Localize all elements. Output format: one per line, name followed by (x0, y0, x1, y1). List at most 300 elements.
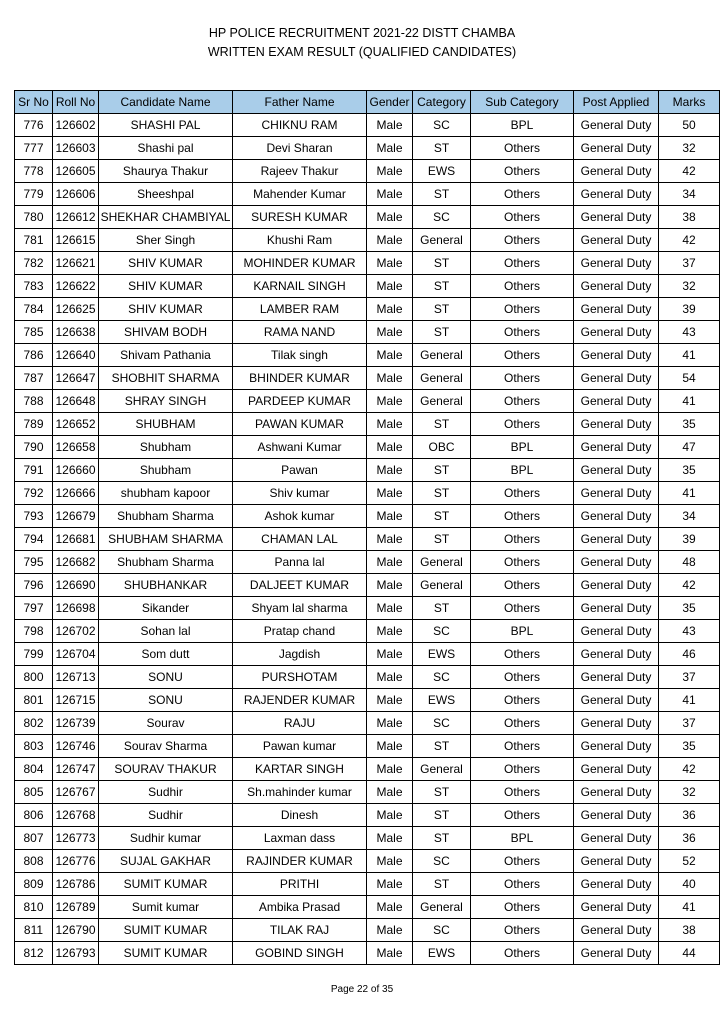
cell-roll-no: 126640 (53, 344, 99, 367)
cell-roll-no: 126702 (53, 620, 99, 643)
cell-father-name: Ashwani Kumar (233, 436, 367, 459)
table-body (15, 114, 720, 965)
column-header-candidate-name: Candidate Name (99, 91, 233, 114)
table-row (15, 666, 720, 689)
cell-marks: 32 (659, 137, 720, 160)
cell-post-applied: General Duty (574, 137, 659, 160)
table-row (15, 574, 720, 597)
cell-father-name: PRITHI (233, 873, 367, 896)
cell-father-name: Rajeev Thakur (233, 160, 367, 183)
cell-category: ST (413, 183, 471, 206)
cell-father-name: DALJEET KUMAR (233, 574, 367, 597)
cell-sr-no: 803 (15, 735, 53, 758)
cell-post-applied: General Duty (574, 321, 659, 344)
cell-roll-no: 126690 (53, 574, 99, 597)
cell-sub-category: Others (471, 505, 574, 528)
cell-father-name: PARDEEP KUMAR (233, 390, 367, 413)
cell-roll-no: 126652 (53, 413, 99, 436)
column-header-category: Category (413, 91, 471, 114)
table-row (15, 689, 720, 712)
cell-sr-no: 779 (15, 183, 53, 206)
cell-post-applied: General Duty (574, 229, 659, 252)
cell-post-applied: General Duty (574, 712, 659, 735)
cell-marks: 41 (659, 689, 720, 712)
cell-candidate-name: Sohan lal (99, 620, 233, 643)
table-row (15, 919, 720, 942)
cell-marks: 52 (659, 850, 720, 873)
cell-sr-no: 777 (15, 137, 53, 160)
cell-roll-no: 126679 (53, 505, 99, 528)
table-row (15, 298, 720, 321)
cell-sub-category: Others (471, 344, 574, 367)
cell-gender: Male (367, 298, 413, 321)
cell-post-applied: General Duty (574, 620, 659, 643)
cell-sub-category: BPL (471, 827, 574, 850)
table-row (15, 459, 720, 482)
cell-sub-category: Others (471, 137, 574, 160)
table-row (15, 781, 720, 804)
cell-roll-no: 126615 (53, 229, 99, 252)
cell-gender: Male (367, 597, 413, 620)
cell-roll-no: 126647 (53, 367, 99, 390)
cell-marks: 43 (659, 620, 720, 643)
cell-roll-no: 126658 (53, 436, 99, 459)
cell-category: ST (413, 137, 471, 160)
cell-sub-category: Others (471, 758, 574, 781)
cell-gender: Male (367, 459, 413, 482)
cell-marks: 41 (659, 390, 720, 413)
cell-post-applied: General Duty (574, 459, 659, 482)
cell-sr-no: 807 (15, 827, 53, 850)
cell-marks: 37 (659, 252, 720, 275)
cell-sr-no: 786 (15, 344, 53, 367)
cell-marks: 41 (659, 482, 720, 505)
cell-marks: 44 (659, 942, 720, 965)
cell-candidate-name: Sumit kumar (99, 896, 233, 919)
cell-roll-no: 126713 (53, 666, 99, 689)
cell-gender: Male (367, 528, 413, 551)
cell-roll-no: 126767 (53, 781, 99, 804)
cell-roll-no: 126605 (53, 160, 99, 183)
cell-post-applied: General Duty (574, 804, 659, 827)
cell-category: General (413, 758, 471, 781)
cell-roll-no: 126622 (53, 275, 99, 298)
cell-gender: Male (367, 804, 413, 827)
cell-marks: 39 (659, 298, 720, 321)
cell-candidate-name: SHUBHAM (99, 413, 233, 436)
cell-sr-no: 812 (15, 942, 53, 965)
cell-father-name: Panna lal (233, 551, 367, 574)
cell-marks: 40 (659, 873, 720, 896)
cell-candidate-name: SHRAY SINGH (99, 390, 233, 413)
cell-candidate-name: Sudhir (99, 804, 233, 827)
cell-gender: Male (367, 436, 413, 459)
cell-marks: 34 (659, 183, 720, 206)
cell-roll-no: 126789 (53, 896, 99, 919)
cell-marks: 46 (659, 643, 720, 666)
cell-marks: 37 (659, 712, 720, 735)
cell-gender: Male (367, 850, 413, 873)
table-row (15, 436, 720, 459)
cell-father-name: KARTAR SINGH (233, 758, 367, 781)
cell-sr-no: 793 (15, 505, 53, 528)
cell-gender: Male (367, 620, 413, 643)
cell-category: ST (413, 827, 471, 850)
cell-post-applied: General Duty (574, 827, 659, 850)
table-row (15, 620, 720, 643)
table-row (15, 804, 720, 827)
cell-post-applied: General Duty (574, 275, 659, 298)
cell-sub-category: Others (471, 896, 574, 919)
cell-marks: 42 (659, 229, 720, 252)
cell-roll-no: 126666 (53, 482, 99, 505)
table-row (15, 114, 720, 137)
cell-category: ST (413, 413, 471, 436)
cell-sub-category: Others (471, 252, 574, 275)
cell-post-applied: General Duty (574, 551, 659, 574)
table-row (15, 321, 720, 344)
cell-father-name: Shiv kumar (233, 482, 367, 505)
table-row (15, 275, 720, 298)
cell-post-applied: General Duty (574, 528, 659, 551)
cell-candidate-name: SHEKHAR CHAMBIYAL (99, 206, 233, 229)
cell-father-name: CHAMAN LAL (233, 528, 367, 551)
cell-post-applied: General Duty (574, 666, 659, 689)
cell-sr-no: 797 (15, 597, 53, 620)
cell-candidate-name: SHIV KUMAR (99, 298, 233, 321)
cell-category: SC (413, 850, 471, 873)
cell-father-name: RAMA NAND (233, 321, 367, 344)
cell-post-applied: General Duty (574, 298, 659, 321)
cell-post-applied: General Duty (574, 160, 659, 183)
cell-sub-category: BPL (471, 620, 574, 643)
cell-sub-category: Others (471, 206, 574, 229)
table-row (15, 758, 720, 781)
cell-father-name: Shyam lal sharma (233, 597, 367, 620)
cell-marks: 47 (659, 436, 720, 459)
table-row (15, 551, 720, 574)
cell-sr-no: 809 (15, 873, 53, 896)
cell-category: General (413, 344, 471, 367)
cell-sub-category: Others (471, 390, 574, 413)
cell-sub-category: Others (471, 781, 574, 804)
cell-candidate-name: Sourav Sharma (99, 735, 233, 758)
cell-father-name: Khushi Ram (233, 229, 367, 252)
cell-sub-category: Others (471, 413, 574, 436)
cell-candidate-name: SOURAV THAKUR (99, 758, 233, 781)
cell-marks: 41 (659, 896, 720, 919)
cell-father-name: Pratap chand (233, 620, 367, 643)
cell-sr-no: 788 (15, 390, 53, 413)
cell-marks: 41 (659, 344, 720, 367)
cell-father-name: Jagdish (233, 643, 367, 666)
cell-marks: 50 (659, 114, 720, 137)
cell-sub-category: Others (471, 229, 574, 252)
cell-candidate-name: Shashi pal (99, 137, 233, 160)
table-header-row (15, 91, 720, 114)
cell-candidate-name: SUJAL GAKHAR (99, 850, 233, 873)
cell-candidate-name: Sheeshpal (99, 183, 233, 206)
cell-post-applied: General Duty (574, 206, 659, 229)
table-row (15, 850, 720, 873)
cell-gender: Male (367, 321, 413, 344)
cell-marks: 42 (659, 160, 720, 183)
cell-gender: Male (367, 275, 413, 298)
cell-roll-no: 126606 (53, 183, 99, 206)
cell-gender: Male (367, 942, 413, 965)
cell-gender: Male (367, 252, 413, 275)
cell-marks: 42 (659, 574, 720, 597)
cell-gender: Male (367, 160, 413, 183)
cell-candidate-name: SHIVAM BODH (99, 321, 233, 344)
cell-marks: 35 (659, 597, 720, 620)
cell-sr-no: 800 (15, 666, 53, 689)
page-title: HP POLICE RECRUITMENT 2021-22 DISTT CHAMBA (208, 26, 516, 40)
cell-sub-category: Others (471, 275, 574, 298)
cell-post-applied: General Duty (574, 597, 659, 620)
cell-father-name: KARNAIL SINGH (233, 275, 367, 298)
cell-category: OBC (413, 436, 471, 459)
cell-category: EWS (413, 160, 471, 183)
cell-gender: Male (367, 551, 413, 574)
cell-father-name: Tilak singh (233, 344, 367, 367)
cell-roll-no: 126625 (53, 298, 99, 321)
column-header-roll-no: Roll No (53, 91, 99, 114)
cell-post-applied: General Duty (574, 919, 659, 942)
cell-post-applied: General Duty (574, 390, 659, 413)
cell-marks: 36 (659, 827, 720, 850)
cell-sub-category: Others (471, 919, 574, 942)
cell-category: ST (413, 459, 471, 482)
cell-category: SC (413, 666, 471, 689)
cell-sr-no: 798 (15, 620, 53, 643)
cell-category: General (413, 390, 471, 413)
cell-father-name: Ashok kumar (233, 505, 367, 528)
cell-marks: 35 (659, 459, 720, 482)
table-row (15, 390, 720, 413)
cell-father-name: RAJU (233, 712, 367, 735)
cell-roll-no: 126776 (53, 850, 99, 873)
table-row (15, 252, 720, 275)
table-row (15, 827, 720, 850)
cell-category: SC (413, 206, 471, 229)
table-row (15, 735, 720, 758)
cell-gender: Male (367, 344, 413, 367)
table-row (15, 344, 720, 367)
cell-candidate-name: SHUBHAM SHARMA (99, 528, 233, 551)
table-row (15, 528, 720, 551)
cell-category: General (413, 229, 471, 252)
cell-gender: Male (367, 367, 413, 390)
table-row (15, 597, 720, 620)
cell-sub-category: Others (471, 712, 574, 735)
cell-sub-category: BPL (471, 436, 574, 459)
cell-roll-no: 126739 (53, 712, 99, 735)
cell-candidate-name: Shivam Pathania (99, 344, 233, 367)
cell-candidate-name: SUMIT KUMAR (99, 919, 233, 942)
cell-marks: 42 (659, 758, 720, 781)
cell-marks: 32 (659, 781, 720, 804)
cell-sub-category: Others (471, 298, 574, 321)
cell-candidate-name: Sudhir (99, 781, 233, 804)
cell-sub-category: Others (471, 666, 574, 689)
cell-roll-no: 126603 (53, 137, 99, 160)
cell-gender: Male (367, 827, 413, 850)
cell-sub-category: Others (471, 482, 574, 505)
cell-father-name: Sh.mahinder kumar (233, 781, 367, 804)
cell-candidate-name: Shaurya Thakur (99, 160, 233, 183)
cell-roll-no: 126704 (53, 643, 99, 666)
cell-gender: Male (367, 712, 413, 735)
cell-roll-no: 126768 (53, 804, 99, 827)
cell-roll-no: 126698 (53, 597, 99, 620)
cell-candidate-name: SHIV KUMAR (99, 275, 233, 298)
column-header-gender: Gender (367, 91, 413, 114)
cell-gender: Male (367, 574, 413, 597)
cell-gender: Male (367, 735, 413, 758)
cell-sub-category: Others (471, 183, 574, 206)
cell-category: EWS (413, 643, 471, 666)
cell-sr-no: 802 (15, 712, 53, 735)
cell-post-applied: General Duty (574, 781, 659, 804)
cell-marks: 37 (659, 666, 720, 689)
table-row (15, 413, 720, 436)
cell-post-applied: General Duty (574, 367, 659, 390)
cell-father-name: BHINDER KUMAR (233, 367, 367, 390)
cell-sub-category: BPL (471, 114, 574, 137)
cell-sr-no: 806 (15, 804, 53, 827)
cell-sr-no: 810 (15, 896, 53, 919)
cell-roll-no: 126638 (53, 321, 99, 344)
cell-sr-no: 808 (15, 850, 53, 873)
column-header-sub-category: Sub Category (471, 91, 574, 114)
cell-father-name: PAWAN KUMAR (233, 413, 367, 436)
cell-sub-category: Others (471, 804, 574, 827)
cell-marks: 48 (659, 551, 720, 574)
cell-candidate-name: SHASHI PAL (99, 114, 233, 137)
cell-sr-no: 787 (15, 367, 53, 390)
cell-father-name: SURESH KUMAR (233, 206, 367, 229)
cell-father-name: Devi Sharan (233, 137, 367, 160)
cell-candidate-name: Shubham (99, 459, 233, 482)
cell-category: ST (413, 482, 471, 505)
cell-roll-no: 126681 (53, 528, 99, 551)
cell-sr-no: 781 (15, 229, 53, 252)
cell-sr-no: 785 (15, 321, 53, 344)
cell-gender: Male (367, 482, 413, 505)
cell-gender: Male (367, 114, 413, 137)
cell-sr-no: 780 (15, 206, 53, 229)
cell-candidate-name: SUMIT KUMAR (99, 873, 233, 896)
cell-category: ST (413, 804, 471, 827)
table-row (15, 482, 720, 505)
cell-post-applied: General Duty (574, 114, 659, 137)
cell-marks: 35 (659, 735, 720, 758)
cell-sub-category: Others (471, 643, 574, 666)
cell-gender: Male (367, 390, 413, 413)
cell-post-applied: General Duty (574, 689, 659, 712)
cell-category: SC (413, 712, 471, 735)
cell-sr-no: 794 (15, 528, 53, 551)
cell-category: ST (413, 597, 471, 620)
cell-sub-category: BPL (471, 459, 574, 482)
cell-roll-no: 126747 (53, 758, 99, 781)
cell-sub-category: Others (471, 321, 574, 344)
cell-category: SC (413, 114, 471, 137)
cell-gender: Male (367, 643, 413, 666)
table-row (15, 896, 720, 919)
table-row (15, 643, 720, 666)
cell-candidate-name: SHOBHIT SHARMA (99, 367, 233, 390)
cell-roll-no: 126715 (53, 689, 99, 712)
cell-roll-no: 126660 (53, 459, 99, 482)
cell-candidate-name: Sudhir kumar (99, 827, 233, 850)
cell-gender: Male (367, 873, 413, 896)
cell-sr-no: 783 (15, 275, 53, 298)
table-row (15, 160, 720, 183)
cell-category: ST (413, 735, 471, 758)
cell-post-applied: General Duty (574, 252, 659, 275)
cell-sub-category: Others (471, 551, 574, 574)
column-header-sr-no: Sr No (15, 91, 53, 114)
cell-sr-no: 811 (15, 919, 53, 942)
cell-gender: Male (367, 505, 413, 528)
cell-gender: Male (367, 413, 413, 436)
cell-sr-no: 791 (15, 459, 53, 482)
cell-post-applied: General Duty (574, 942, 659, 965)
cell-gender: Male (367, 758, 413, 781)
cell-gender: Male (367, 229, 413, 252)
cell-roll-no: 126746 (53, 735, 99, 758)
cell-marks: 39 (659, 528, 720, 551)
cell-roll-no: 126612 (53, 206, 99, 229)
cell-category: General (413, 367, 471, 390)
cell-gender: Male (367, 781, 413, 804)
cell-father-name: Laxman dass (233, 827, 367, 850)
cell-marks: 36 (659, 804, 720, 827)
cell-candidate-name: SUMIT KUMAR (99, 942, 233, 965)
cell-category: ST (413, 873, 471, 896)
cell-candidate-name: Sher Singh (99, 229, 233, 252)
cell-roll-no: 126602 (53, 114, 99, 137)
cell-sr-no: 801 (15, 689, 53, 712)
cell-candidate-name: Shubham (99, 436, 233, 459)
table-row (15, 229, 720, 252)
cell-candidate-name: SHIV KUMAR (99, 252, 233, 275)
cell-gender: Male (367, 206, 413, 229)
cell-sub-category: Others (471, 367, 574, 390)
cell-candidate-name: Shubham Sharma (99, 551, 233, 574)
cell-father-name: Ambika Prasad (233, 896, 367, 919)
cell-roll-no: 126790 (53, 919, 99, 942)
cell-candidate-name: shubham kapoor (99, 482, 233, 505)
table-row (15, 712, 720, 735)
cell-sr-no: 789 (15, 413, 53, 436)
page-subtitle: WRITTEN EXAM RESULT (QUALIFIED CANDIDATES) (207, 45, 517, 59)
cell-post-applied: General Duty (574, 873, 659, 896)
table-row (15, 137, 720, 160)
cell-marks: 38 (659, 206, 720, 229)
cell-candidate-name: Som dutt (99, 643, 233, 666)
cell-post-applied: General Duty (574, 413, 659, 436)
cell-marks: 54 (659, 367, 720, 390)
cell-sub-category: Others (471, 942, 574, 965)
cell-post-applied: General Duty (574, 344, 659, 367)
cell-gender: Male (367, 137, 413, 160)
cell-marks: 34 (659, 505, 720, 528)
cell-category: ST (413, 252, 471, 275)
cell-sub-category: Others (471, 528, 574, 551)
